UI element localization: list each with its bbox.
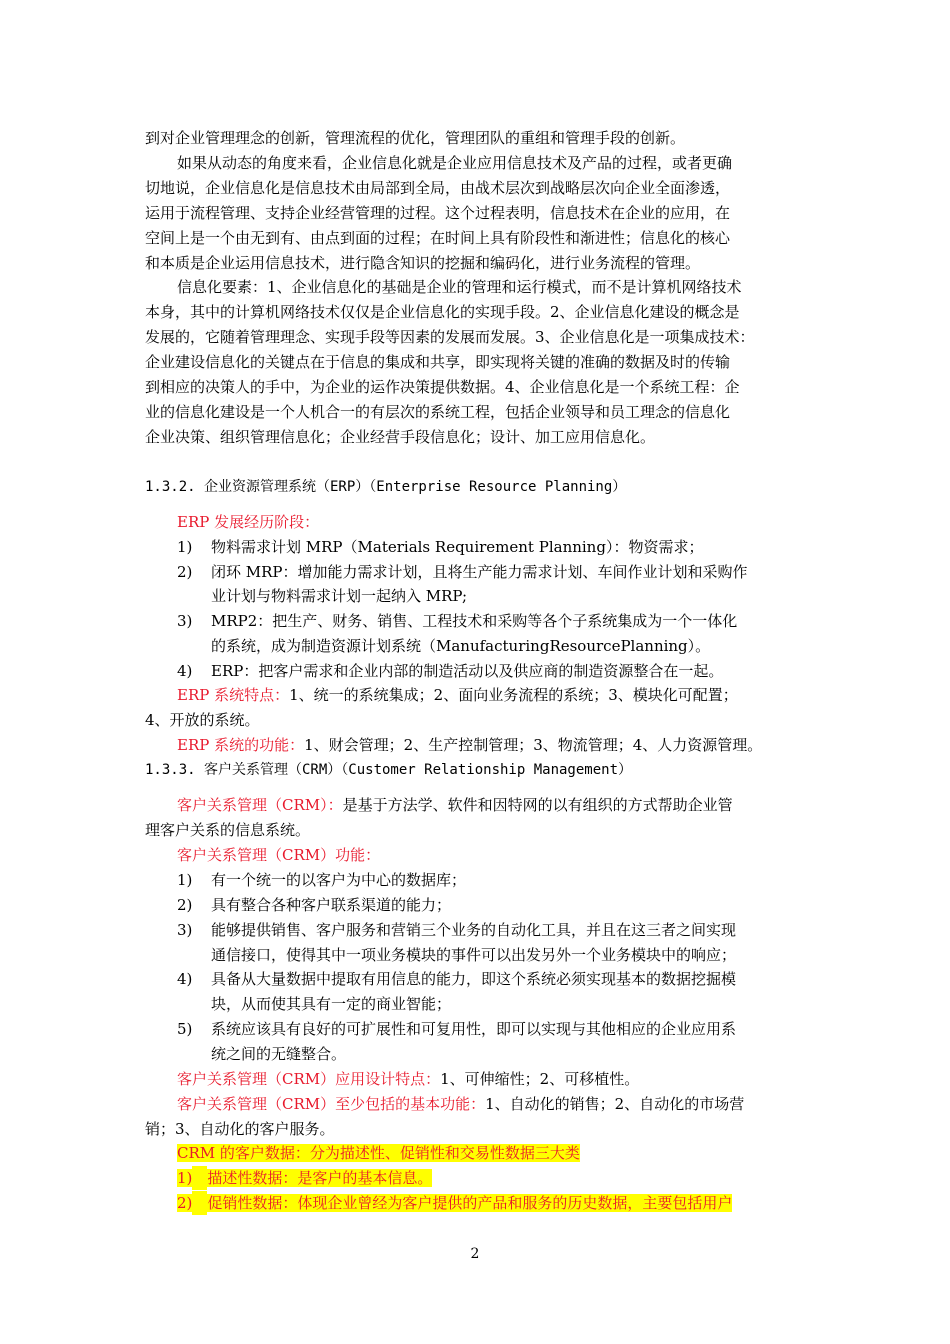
erp-functions-label: ERP 系统的功能： [177,736,305,754]
list-item-number: 4) [177,662,193,680]
crm-data-title [177,1141,580,1165]
list-item-number: 3) [177,921,193,939]
crm-basic-functions [177,1092,744,1116]
paragraph-line: 企业建设信息化的关键点在于信息的集成和共享，即实现将关键的准确的数据及时的传输 [145,353,731,371]
crm-data-item [177,1191,732,1215]
paragraph-line: 到相应的决策人的手中，为企业的运作决策提供数据。4、企业信息化是一个系统工程：企 [145,378,740,396]
list-item-text: MRP2：把生产、财务、销售、工程技术和采购等各个子系统集成为一个一体化 [211,612,738,630]
list-item-text: 具备从大量数据中提取有用信息的能力，即这个系统必须实现基本的数据挖掘模 [211,970,737,988]
paragraph-line: 运用于流程管理、支持企业经营管理的过程。这个过程表明，信息技术在企业的应用，在 [145,204,731,222]
list-item-number: 2) [177,1194,193,1212]
paragraph-line: 信息化要素：1、企业信息化的基础是企业的管理和运行模式，而不是计算机网络技术 [177,278,742,296]
crm-data-item [177,1166,432,1190]
list-item-number: 5) [177,1020,193,1038]
list-item-text: 的系统，成为制造资源计划系统（ManufacturingResourcePlanning）。 [211,637,711,655]
section-heading-erp: 1.3.2. 企业资源管理系统（ERP）（Enterprise Resource Planning） [145,479,627,495]
erp-features [177,683,738,707]
erp-functions-text: 1、财会管理；2、生产控制管理；3、物流管理；4、人力资源管理。 [304,736,763,754]
erp-features-label: ERP 系统特点： [177,686,290,704]
list-item-number: 1) [177,1169,193,1187]
list-item-number: 2) [177,563,193,581]
crm-definition-text: 是基于方法学、软件和因特网的以有组织的方式帮助企业管 [342,796,733,814]
crm-definition [177,793,733,817]
list-item-number: 4) [177,970,193,988]
paragraph-line: 切地说，企业信息化是信息技术由局部到全局，由战术层次到战略层次向企业全面渗透， [145,179,731,197]
list-item-text: 统之间的无缝整合。 [211,1045,347,1063]
list-item-text: 通信接口，使得其中一项业务模块的事件可以出发另外一个业务模块中的响应； [211,946,737,964]
list-item-text: 能够提供销售、客户服务和营销三个业务的自动化工具，并且在这三者之间实现 [211,921,737,939]
section-heading-crm: 1.3.3. 客户关系管理（CRM）（Customer Relationship Management） [145,762,633,778]
list-item-text: 业计划与物料需求计划一起纳入 MRP; [211,587,468,605]
list-item-text: 具有整合各种客户联系渠道的能力； [211,896,452,914]
paragraph-line: 到对企业管理理念的创新，管理流程的优化，管理团队的重组和管理手段的创新。 [145,129,686,147]
erp-functions [177,733,762,757]
list-item-text: 促销性数据：体现企业曾经为客户提供的产品和服务的历史数据，主要包括用户 [207,1194,733,1212]
paragraph-line: 空间上是一个由无到有、由点到面的过程；在时间上具有阶段性和渐进性；信息化的核心 [145,229,731,247]
paragraph-line: 4、开放的系统。 [145,711,260,729]
paragraph-line: 业的信息化建设是一个人机合一的有层次的系统工程，包括企业领导和员工理念的信息化 [145,403,731,421]
list-item-number: 1) [177,538,193,556]
list-item-text: ERP：把客户需求和企业内部的制造活动以及供应商的制造资源整合在一起。 [211,662,724,680]
crm-design-features [177,1067,639,1091]
erp-stages-label: ERP 发展经历阶段： [177,513,320,531]
list-item-number: 2) [177,896,193,914]
list-item-number: 1) [177,871,193,889]
list-item-text: 描述性数据：是客户的基本信息。 [207,1169,433,1187]
highlighted-text: CRM 的客户数据：分为描述性、促销性和交易性数据三大类 [177,1144,580,1162]
crm-functions-label: 客户关系管理（CRM）功能： [177,846,381,864]
paragraph-line: 销；3、自动化的客户服务。 [145,1120,335,1138]
crm-definition-label: 客户关系管理（CRM）： [177,796,343,814]
list-item-text: 系统应该具有良好的可扩展性和可复用性，即可以实现与其他相应的企业应用系 [211,1020,737,1038]
crm-basic-label: 客户关系管理（CRM）至少包括的基本功能： [177,1095,486,1113]
list-item-text: 物料需求计划 MRP（Materials Requirement Planning）：物资需求； [211,538,704,556]
list-item-text: 块，从而使其具有一定的商业智能； [211,995,452,1013]
paragraph-line: 企业决策、组织管理信息化；企业经营手段信息化；设计、加工应用信息化。 [145,428,656,446]
list-item-text: 有一个统一的以客户为中心的数据库； [211,871,467,889]
crm-basic-text: 1、自动化的销售；2、自动化的市场营 [485,1095,745,1113]
paragraph-line: 如果从动态的角度来看，企业信息化就是企业应用信息技术及产品的过程，或者更确 [177,154,733,172]
page-number: 2 [470,1246,480,1262]
paragraph-line: 发展的，它随着管理理念、实现手段等因素的发展而发展。3、企业信息化是一项集成技术： [145,328,755,346]
crm-design-label: 客户关系管理（CRM）应用设计特点： [177,1070,441,1088]
paragraph-line: 本身，其中的计算机网络技术仅仅是企业信息化的实现手段。2、企业信息化建设的概念是 [145,303,740,321]
erp-features-text: 1、统一的系统集成；2、面向业务流程的系统；3、模块化可配置； [289,686,738,704]
paragraph-line: 和本质是企业运用信息技术，进行隐含知识的挖掘和编码化，进行业务流程的管理。 [145,254,701,272]
crm-design-text: 1、可伸缩性；2、可移植性。 [440,1070,640,1088]
paragraph-line: 理客户关系的信息系统。 [145,821,311,839]
list-item-number: 3) [177,612,193,630]
list-item-text: 闭环 MRP：增加能力需求计划，且将生产能力需求计划、车间作业计划和采购作 [211,563,748,581]
